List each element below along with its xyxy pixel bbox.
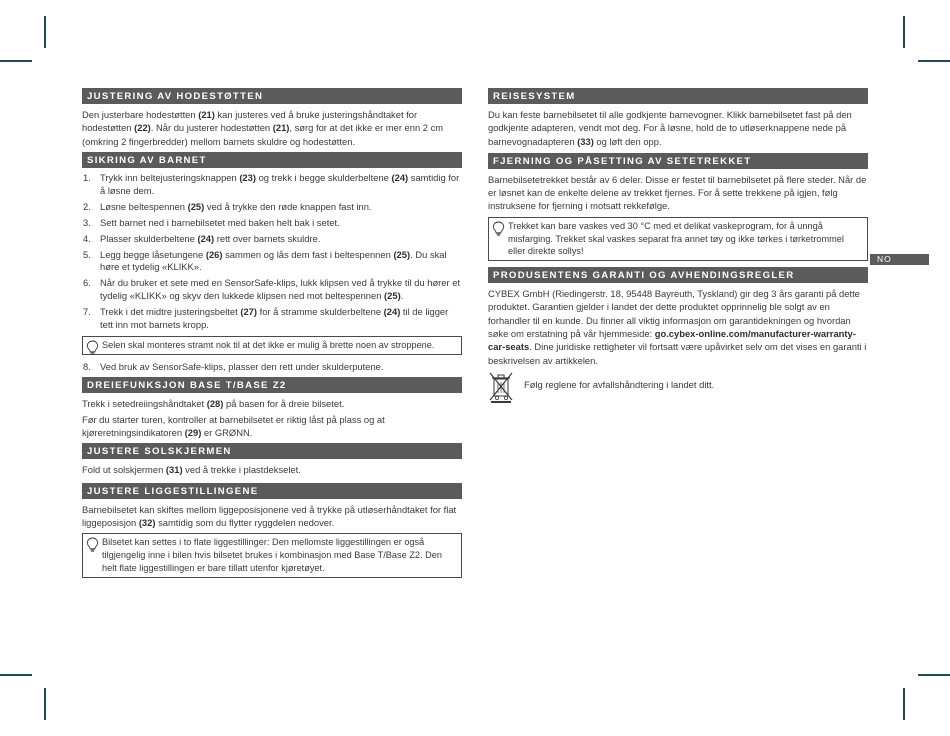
crop-mark bbox=[44, 688, 46, 720]
securing-steps-list bbox=[82, 172, 462, 332]
disposal-text: Følg reglene for avfallshåndtering i landet ditt. bbox=[524, 378, 715, 390]
left-column bbox=[82, 88, 462, 584]
section-heading-securing-child: SIKRING AV BARNET bbox=[82, 152, 462, 168]
section-heading-warranty: PRODUSENTENS GARANTI OG AVHENDINGSREGLER bbox=[488, 267, 868, 283]
recline-paragraph: Barnebilsetet kan skiftes mellom liggeposisjonene ved å trykke på utløserhåndtaket for flat liggeposisjon (32) samtidig som du flytter ryggdelen nedover. bbox=[82, 503, 457, 528]
cover-paragraph: Barnebilsetetrekket består av 6 deler. Disse er festet til barnebilsetet på flere steder. Når de er løsnet kan de enkelte delene av trekket fjernes. For å sette trekkene på igjen, følg instruksene for fjerning i motsatt rekkefølge. bbox=[488, 173, 867, 212]
lightbulb-icon bbox=[86, 537, 99, 552]
section-heading-sunshade: JUSTERE SOLSKJERMEN bbox=[82, 443, 462, 459]
crop-mark bbox=[918, 674, 950, 676]
section-heading-rotation: DREIEFUNKSJON BASE T/BASE Z2 bbox=[82, 377, 462, 393]
note-text: Bilsetet kan settes i to flate liggestillinger: Den mellomste liggestillingen er også tilgjengelig inne i bilen hvis bilsetet brukes i kombinasjon med Base T/Base Z2. Den helt flate liggestillingen er bare tillatt utenfor kjøretøyet. bbox=[102, 537, 442, 573]
rotation-paragraph-1: Trekk i setedreiingshåndtaket (28) på basen for å dreie bilsetet. bbox=[82, 398, 345, 410]
crop-mark bbox=[903, 688, 905, 720]
lightbulb-icon bbox=[86, 340, 99, 355]
list-item: 4. Plasser skulderbeltene (24) rett over barnets skuldre. bbox=[83, 232, 321, 244]
lightbulb-icon bbox=[492, 221, 505, 236]
note-box-recline bbox=[82, 533, 462, 577]
rotation-paragraph-2: Før du starter turen, kontroller at barnebilsetet er riktig låst på plass og at kjøreretningsindikatoren (29) er GRØNN. bbox=[82, 413, 385, 438]
list-item: 6. Når du bruker et sete med en SensorSafe-klips, lukk klipsen ved å trykke til du hører et tydelig «KLIKK» og skyv den lukkede klipsen ned mot beltespennen (25). bbox=[83, 277, 461, 302]
section-heading-headrest: JUSTERING AV HODESTØTTEN bbox=[82, 88, 462, 104]
warranty-link[interactable]: go.cybex-online.com/manufacturer-warranty-car-seats bbox=[488, 328, 856, 353]
crop-mark bbox=[0, 60, 32, 62]
section-heading-cover: FJERNING OG PÅSETTING AV SETETREKKET bbox=[488, 153, 868, 169]
note-text: Trekket kan bare vaskes ved 30 °C med et delikat vaskeprogram, for å unngå misfarging. Trekket skal vaskes separat fra annet tøy og ikke tørkes i tørketrommel eller direkte sollys! bbox=[508, 220, 844, 257]
list-item: 1. Trykk inn beltejusteringsknappen (23) og trekk i begge skulderbeltene (24) samtidig for å løsne dem. bbox=[83, 171, 460, 196]
list-item: 3. Sett barnet ned i barnebilsetet med baken helt bak i setet. bbox=[83, 216, 340, 228]
list-item: 5. Legg begge låsetungene (26) sammen og lås dem fast i beltespennen (25). Du skal høre et tydelig «KLIKK». bbox=[83, 248, 447, 273]
crop-mark bbox=[903, 16, 905, 48]
note-box-harness bbox=[82, 336, 462, 355]
list-item: 2. Løsne beltespennen (25) ved å trykke den røde knappen fast inn. bbox=[83, 200, 372, 212]
sunshade-paragraph: Fold ut solskjermen (31) ved å trekke i plastdekselet. bbox=[82, 464, 301, 476]
headrest-paragraph: Den justerbare hodestøtten (21) kan justeres ved å bruke justeringshåndtaket for hodestøtten (22). Når du justerer hodestøtten (21), sørg for at det ikke er mer enn 2 cm (omkring 2 fingerbredder) mellom barnets skuldre og hodestøtten. bbox=[82, 109, 444, 147]
travel-system-paragraph: Du kan feste barnebilsetet til alle godkjente barnevogner. Klikk barnebilsetet fast på den godkjente adapteren, vendt mot deg. For å løsne, hold de to utløserknappene nede på barnevognadapteren (33) og løft den opp. bbox=[488, 109, 852, 147]
crossed-out-bin-icon bbox=[488, 371, 514, 403]
section-heading-travel-system: REISESYSTEM bbox=[488, 88, 868, 104]
note-box-washing bbox=[488, 217, 868, 261]
crop-mark bbox=[918, 60, 950, 62]
crop-mark bbox=[44, 16, 46, 48]
warranty-paragraph: CYBEX GmbH (Riedingerstr. 18, 95448 Bayreuth, Tyskland) gir deg 3 års garanti på dette produktet. Garantien gjelder i landet der dette produktet opprinnelig ble solgt av en forhandler til en kunde. Du finner all viktig informasjon om garantidekningen og hvordan søke om erstatning på vår hjemmeside: go.cybex-online.com/manufacturer-warranty-car-seats. Dine juridiske rettigheter vil fortsatt være upåvirket selv om det vises en garanti i beskrivelsen av artikkelen. bbox=[488, 288, 867, 366]
note-text: Selen skal monteres stramt nok til at det ikke er mulig å brette noen av stroppene. bbox=[102, 339, 435, 350]
securing-steps-list-continued bbox=[82, 361, 462, 374]
disposal-block bbox=[488, 371, 868, 405]
list-item: 7. Trekk i det midtre justeringsbeltet (27) for å stramme skulderbeltene (24) til de ligger tett inn mot barnets kropp. bbox=[83, 306, 449, 330]
crop-mark bbox=[0, 674, 32, 676]
section-heading-recline: JUSTERE LIGGESTILLINGENE bbox=[82, 483, 462, 499]
language-tab: NO bbox=[870, 254, 929, 265]
list-item: 8. Ved bruk av SensorSafe-klips, plasser den rett under skulderputene. bbox=[83, 360, 384, 372]
right-column bbox=[488, 88, 868, 405]
